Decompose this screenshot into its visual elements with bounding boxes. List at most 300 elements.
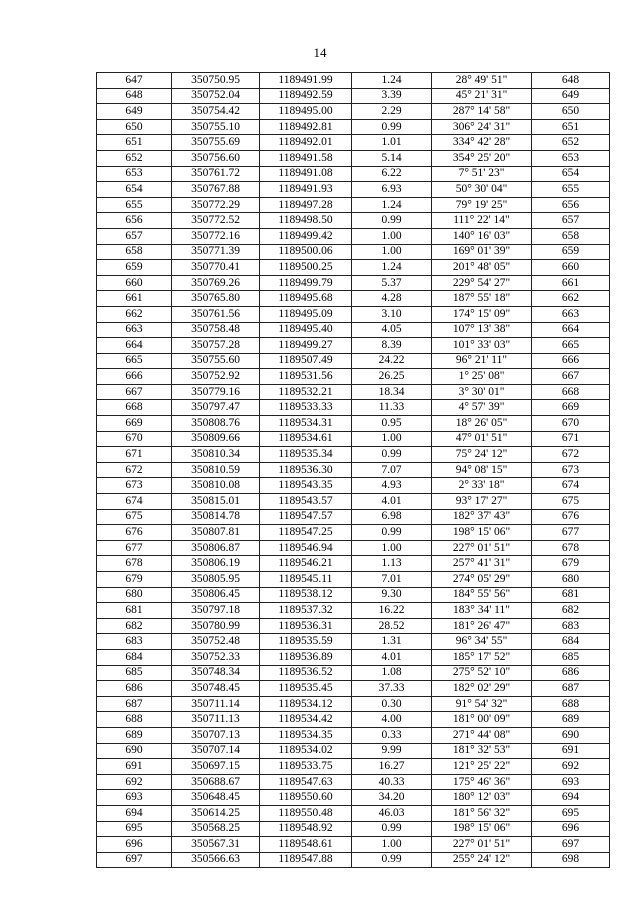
cell-point-to: 649 — [532, 88, 610, 104]
cell-coord-x: 350568.25 — [172, 821, 260, 837]
cell-point-from: 680 — [97, 587, 172, 603]
cell-point-to: 688 — [532, 696, 610, 712]
cell-coord-x: 350815.01 — [172, 494, 260, 510]
cell-point-from: 657 — [97, 228, 172, 244]
table-row — [97, 244, 610, 260]
cell-point-to: 677 — [532, 525, 610, 541]
cell-bearing: 182° 02' 29" — [432, 681, 532, 697]
cell-point-from: 667 — [97, 384, 172, 400]
table-row — [97, 837, 610, 853]
table-row — [97, 182, 610, 198]
cell-point-from: 668 — [97, 400, 172, 416]
cell-coord-x: 350809.66 — [172, 431, 260, 447]
table-row — [97, 494, 610, 510]
table-row — [97, 665, 610, 681]
table-row — [97, 712, 610, 728]
cell-coord-x: 350814.78 — [172, 509, 260, 525]
cell-coord-x: 350752.33 — [172, 649, 260, 665]
table-row — [97, 649, 610, 665]
table-row — [97, 821, 610, 837]
cell-coord-x: 350765.80 — [172, 291, 260, 307]
cell-point-to: 672 — [532, 447, 610, 463]
table-row — [97, 119, 610, 135]
table-row — [97, 696, 610, 712]
table-row — [97, 197, 610, 213]
cell-coord-x: 350614.25 — [172, 805, 260, 821]
cell-coord-x: 350807.81 — [172, 525, 260, 541]
cell-coord-y: 1189500.25 — [260, 260, 352, 276]
cell-point-from: 649 — [97, 104, 172, 120]
cell-distance: 1.31 — [352, 634, 432, 650]
coordinates-table — [96, 72, 610, 868]
cell-point-to: 665 — [532, 338, 610, 354]
cell-coord-y: 1189534.35 — [260, 727, 352, 743]
cell-bearing: 274° 05' 29" — [432, 572, 532, 588]
cell-coord-y: 1189550.48 — [260, 805, 352, 821]
cell-point-to: 652 — [532, 135, 610, 151]
cell-coord-x: 350770.41 — [172, 260, 260, 276]
table-row — [97, 447, 610, 463]
cell-coord-y: 1189534.61 — [260, 431, 352, 447]
cell-bearing: 271° 44' 08" — [432, 727, 532, 743]
cell-distance: 2.29 — [352, 104, 432, 120]
cell-point-to: 696 — [532, 821, 610, 837]
cell-distance: 1.13 — [352, 556, 432, 572]
cell-coord-x: 350755.69 — [172, 135, 260, 151]
cell-coord-x: 350779.16 — [172, 384, 260, 400]
table-row — [97, 805, 610, 821]
cell-coord-y: 1189499.79 — [260, 275, 352, 291]
cell-point-to: 669 — [532, 400, 610, 416]
cell-bearing: 174° 15' 09" — [432, 306, 532, 322]
cell-bearing: 45° 21' 31" — [432, 88, 532, 104]
cell-distance: 0.99 — [352, 852, 432, 868]
cell-point-to: 684 — [532, 634, 610, 650]
cell-point-to: 690 — [532, 727, 610, 743]
cell-bearing: 227° 01' 51" — [432, 540, 532, 556]
cell-point-to: 689 — [532, 712, 610, 728]
cell-coord-x: 350711.13 — [172, 712, 260, 728]
cell-distance: 7.07 — [352, 462, 432, 478]
cell-distance: 3.10 — [352, 306, 432, 322]
cell-bearing: 181° 32' 53" — [432, 743, 532, 759]
cell-coord-y: 1189538.12 — [260, 587, 352, 603]
cell-coord-y: 1189531.56 — [260, 369, 352, 385]
cell-coord-y: 1189536.89 — [260, 649, 352, 665]
cell-coord-y: 1189495.68 — [260, 291, 352, 307]
cell-point-to: 648 — [532, 73, 610, 89]
cell-point-from: 690 — [97, 743, 172, 759]
cell-coord-x: 350648.45 — [172, 790, 260, 806]
cell-distance: 0.99 — [352, 447, 432, 463]
cell-coord-y: 1189535.59 — [260, 634, 352, 650]
table-row — [97, 384, 610, 400]
cell-bearing: 4° 57' 39" — [432, 400, 532, 416]
cell-point-to: 666 — [532, 353, 610, 369]
cell-coord-y: 1189534.42 — [260, 712, 352, 728]
cell-point-from: 676 — [97, 525, 172, 541]
cell-bearing: 255° 24' 12" — [432, 852, 532, 868]
cell-point-to: 662 — [532, 291, 610, 307]
cell-point-to: 658 — [532, 228, 610, 244]
cell-coord-y: 1189491.93 — [260, 182, 352, 198]
cell-coord-x: 350761.56 — [172, 306, 260, 322]
table-row — [97, 852, 610, 868]
cell-point-from: 651 — [97, 135, 172, 151]
cell-point-from: 671 — [97, 447, 172, 463]
cell-point-to: 661 — [532, 275, 610, 291]
cell-coord-x: 350806.45 — [172, 587, 260, 603]
cell-bearing: 75° 24' 12" — [432, 447, 532, 463]
table-row — [97, 618, 610, 634]
cell-bearing: 79° 19' 25" — [432, 197, 532, 213]
cell-coord-y: 1189536.31 — [260, 618, 352, 634]
cell-distance: 3.39 — [352, 88, 432, 104]
cell-bearing: 275° 52' 10" — [432, 665, 532, 681]
cell-distance: 0.95 — [352, 416, 432, 432]
cell-coord-y: 1189536.30 — [260, 462, 352, 478]
cell-coord-y: 1189495.40 — [260, 322, 352, 338]
cell-point-to: 668 — [532, 384, 610, 400]
cell-point-to: 687 — [532, 681, 610, 697]
cell-coord-y: 1189492.01 — [260, 135, 352, 151]
cell-bearing: 257° 41' 31" — [432, 556, 532, 572]
table-body — [97, 73, 610, 868]
cell-distance: 11.33 — [352, 400, 432, 416]
cell-distance: 9.99 — [352, 743, 432, 759]
cell-coord-x: 350797.18 — [172, 603, 260, 619]
table-row — [97, 306, 610, 322]
table-row — [97, 587, 610, 603]
cell-point-from: 660 — [97, 275, 172, 291]
cell-bearing: 96° 21' 11" — [432, 353, 532, 369]
cell-coord-y: 1189537.32 — [260, 603, 352, 619]
cell-distance: 37.33 — [352, 681, 432, 697]
cell-point-from: 696 — [97, 837, 172, 853]
cell-coord-y: 1189543.35 — [260, 478, 352, 494]
cell-point-to: 692 — [532, 759, 610, 775]
cell-coord-y: 1189546.94 — [260, 540, 352, 556]
cell-coord-x: 350567.31 — [172, 837, 260, 853]
cell-point-to: 697 — [532, 837, 610, 853]
cell-distance: 7.01 — [352, 572, 432, 588]
cell-coord-x: 350756.60 — [172, 150, 260, 166]
cell-bearing: 198° 15' 06" — [432, 525, 532, 541]
cell-coord-x: 350755.60 — [172, 353, 260, 369]
table-row — [97, 416, 610, 432]
cell-coord-y: 1189547.88 — [260, 852, 352, 868]
cell-bearing: 111° 22' 14" — [432, 213, 532, 229]
cell-point-from: 683 — [97, 634, 172, 650]
cell-coord-x: 350755.10 — [172, 119, 260, 135]
cell-point-from: 682 — [97, 618, 172, 634]
cell-point-to: 685 — [532, 649, 610, 665]
cell-coord-y: 1189547.63 — [260, 774, 352, 790]
cell-coord-x: 350711.14 — [172, 696, 260, 712]
cell-bearing: 3° 30' 01" — [432, 384, 532, 400]
cell-point-to: 651 — [532, 119, 610, 135]
cell-bearing: 182° 37' 43" — [432, 509, 532, 525]
cell-point-to: 693 — [532, 774, 610, 790]
cell-bearing: 181° 26' 47" — [432, 618, 532, 634]
cell-point-from: 686 — [97, 681, 172, 697]
cell-coord-x: 350752.04 — [172, 88, 260, 104]
table-row — [97, 509, 610, 525]
cell-bearing: 101° 33' 03" — [432, 338, 532, 354]
cell-point-to: 681 — [532, 587, 610, 603]
cell-coord-x: 350780.99 — [172, 618, 260, 634]
cell-point-to: 678 — [532, 540, 610, 556]
cell-coord-y: 1189491.99 — [260, 73, 352, 89]
cell-distance: 0.33 — [352, 727, 432, 743]
cell-bearing: 7° 51' 23" — [432, 166, 532, 182]
cell-point-from: 665 — [97, 353, 172, 369]
cell-bearing: 229° 54' 27" — [432, 275, 532, 291]
cell-point-from: 666 — [97, 369, 172, 385]
cell-point-from: 670 — [97, 431, 172, 447]
cell-coord-x: 350767.88 — [172, 182, 260, 198]
cell-distance: 1.00 — [352, 540, 432, 556]
table-row — [97, 291, 610, 307]
table-row — [97, 759, 610, 775]
table-row — [97, 540, 610, 556]
cell-point-from: 659 — [97, 260, 172, 276]
cell-distance: 1.00 — [352, 431, 432, 447]
cell-point-from: 648 — [97, 88, 172, 104]
cell-point-from: 691 — [97, 759, 172, 775]
cell-distance: 1.08 — [352, 665, 432, 681]
cell-coord-x: 350772.29 — [172, 197, 260, 213]
cell-coord-y: 1189495.00 — [260, 104, 352, 120]
cell-point-to: 663 — [532, 306, 610, 322]
table-row — [97, 322, 610, 338]
cell-bearing: 184° 55' 56" — [432, 587, 532, 603]
cell-point-to: 698 — [532, 852, 610, 868]
cell-bearing: 107° 13' 38" — [432, 322, 532, 338]
table-row — [97, 743, 610, 759]
cell-coord-x: 350748.34 — [172, 665, 260, 681]
cell-coord-x: 350772.52 — [172, 213, 260, 229]
cell-coord-x: 350758.48 — [172, 322, 260, 338]
cell-bearing: 28° 49' 51" — [432, 73, 532, 89]
cell-coord-x: 350752.92 — [172, 369, 260, 385]
cell-bearing: 183° 34' 11" — [432, 603, 532, 619]
cell-point-to: 650 — [532, 104, 610, 120]
cell-coord-y: 1189548.92 — [260, 821, 352, 837]
cell-coord-y: 1189491.08 — [260, 166, 352, 182]
cell-coord-y: 1189535.45 — [260, 681, 352, 697]
cell-point-to: 691 — [532, 743, 610, 759]
table-row — [97, 774, 610, 790]
table-row — [97, 135, 610, 151]
cell-coord-x: 350707.14 — [172, 743, 260, 759]
cell-bearing: 227° 01' 51" — [432, 837, 532, 853]
cell-bearing: 306° 24' 31" — [432, 119, 532, 135]
cell-point-to: 679 — [532, 556, 610, 572]
table-row — [97, 790, 610, 806]
cell-bearing: 169° 01' 39" — [432, 244, 532, 260]
cell-point-from: 669 — [97, 416, 172, 432]
cell-bearing: 198° 15' 06" — [432, 821, 532, 837]
cell-coord-y: 1189497.28 — [260, 197, 352, 213]
cell-bearing: 91° 54' 32" — [432, 696, 532, 712]
cell-point-to: 676 — [532, 509, 610, 525]
cell-point-from: 693 — [97, 790, 172, 806]
cell-point-from: 692 — [97, 774, 172, 790]
cell-distance: 0.99 — [352, 525, 432, 541]
cell-distance: 9.30 — [352, 587, 432, 603]
cell-coord-x: 350769.26 — [172, 275, 260, 291]
cell-coord-x: 350805.95 — [172, 572, 260, 588]
cell-point-to: 656 — [532, 197, 610, 213]
cell-distance: 40.33 — [352, 774, 432, 790]
table-row — [97, 213, 610, 229]
table-row — [97, 166, 610, 182]
cell-coord-x: 350810.59 — [172, 462, 260, 478]
cell-coord-x: 350566.63 — [172, 852, 260, 868]
table-row — [97, 603, 610, 619]
cell-distance: 0.99 — [352, 213, 432, 229]
cell-coord-x: 350748.45 — [172, 681, 260, 697]
table-row — [97, 369, 610, 385]
cell-distance: 0.30 — [352, 696, 432, 712]
cell-coord-y: 1189492.59 — [260, 88, 352, 104]
cell-distance: 28.52 — [352, 618, 432, 634]
cell-coord-x: 350754.42 — [172, 104, 260, 120]
cell-distance: 5.37 — [352, 275, 432, 291]
cell-point-to: 686 — [532, 665, 610, 681]
cell-coord-y: 1189495.09 — [260, 306, 352, 322]
cell-coord-x: 350810.08 — [172, 478, 260, 494]
cell-point-to: 695 — [532, 805, 610, 821]
cell-coord-x: 350688.67 — [172, 774, 260, 790]
table-row — [97, 353, 610, 369]
cell-bearing: 201° 48' 05" — [432, 260, 532, 276]
cell-point-from: 652 — [97, 150, 172, 166]
cell-point-to: 674 — [532, 478, 610, 494]
table-row — [97, 727, 610, 743]
cell-coord-x: 350761.72 — [172, 166, 260, 182]
cell-point-from: 684 — [97, 649, 172, 665]
cell-coord-y: 1189547.57 — [260, 509, 352, 525]
cell-point-from: 650 — [97, 119, 172, 135]
cell-point-to: 682 — [532, 603, 610, 619]
cell-point-from: 687 — [97, 696, 172, 712]
cell-bearing: 185° 17' 52" — [432, 649, 532, 665]
table-row — [97, 556, 610, 572]
cell-coord-y: 1189546.21 — [260, 556, 352, 572]
cell-point-from: 672 — [97, 462, 172, 478]
cell-bearing: 96° 34' 55" — [432, 634, 532, 650]
table-row — [97, 681, 610, 697]
cell-point-from: 663 — [97, 322, 172, 338]
cell-point-from: 695 — [97, 821, 172, 837]
cell-distance: 8.39 — [352, 338, 432, 354]
cell-point-to: 667 — [532, 369, 610, 385]
cell-distance: 0.99 — [352, 821, 432, 837]
cell-point-from: 697 — [97, 852, 172, 868]
cell-coord-y: 1189550.60 — [260, 790, 352, 806]
cell-bearing: 181° 00' 09" — [432, 712, 532, 728]
cell-coord-x: 350806.19 — [172, 556, 260, 572]
table-row — [97, 634, 610, 650]
cell-coord-y: 1189533.75 — [260, 759, 352, 775]
cell-point-from: 681 — [97, 603, 172, 619]
cell-point-to: 653 — [532, 150, 610, 166]
cell-coord-y: 1189533.33 — [260, 400, 352, 416]
table-row — [97, 260, 610, 276]
cell-point-from: 653 — [97, 166, 172, 182]
cell-coord-y: 1189545.11 — [260, 572, 352, 588]
cell-point-from: 673 — [97, 478, 172, 494]
cell-point-to: 654 — [532, 166, 610, 182]
cell-distance: 5.14 — [352, 150, 432, 166]
cell-bearing: 121° 25' 22" — [432, 759, 532, 775]
cell-coord-x: 350752.48 — [172, 634, 260, 650]
cell-point-to: 671 — [532, 431, 610, 447]
table-row — [97, 462, 610, 478]
cell-point-to: 664 — [532, 322, 610, 338]
cell-bearing: 140° 16' 03" — [432, 228, 532, 244]
cell-distance: 1.00 — [352, 228, 432, 244]
cell-coord-y: 1189536.52 — [260, 665, 352, 681]
cell-coord-y: 1189492.81 — [260, 119, 352, 135]
table-row — [97, 104, 610, 120]
table-row — [97, 88, 610, 104]
cell-point-from: 678 — [97, 556, 172, 572]
cell-coord-y: 1189547.25 — [260, 525, 352, 541]
cell-bearing: 50° 30' 04" — [432, 182, 532, 198]
table-row — [97, 525, 610, 541]
cell-distance: 1.24 — [352, 73, 432, 89]
cell-distance: 4.01 — [352, 649, 432, 665]
cell-distance: 1.00 — [352, 244, 432, 260]
cell-distance: 6.22 — [352, 166, 432, 182]
cell-bearing: 287° 14' 58" — [432, 104, 532, 120]
cell-bearing: 354° 25' 20" — [432, 150, 532, 166]
cell-bearing: 181° 56' 32" — [432, 805, 532, 821]
cell-coord-x: 350797.47 — [172, 400, 260, 416]
cell-point-from: 661 — [97, 291, 172, 307]
cell-distance: 6.98 — [352, 509, 432, 525]
cell-point-to: 675 — [532, 494, 610, 510]
table-row — [97, 275, 610, 291]
cell-coord-y: 1189534.02 — [260, 743, 352, 759]
cell-bearing: 175° 46' 36" — [432, 774, 532, 790]
cell-point-to: 657 — [532, 213, 610, 229]
cell-distance: 6.93 — [352, 182, 432, 198]
table-row — [97, 478, 610, 494]
cell-distance: 4.01 — [352, 494, 432, 510]
cell-coord-y: 1189534.12 — [260, 696, 352, 712]
cell-coord-x: 350757.28 — [172, 338, 260, 354]
cell-coord-y: 1189491.58 — [260, 150, 352, 166]
cell-bearing: 334° 42' 28" — [432, 135, 532, 151]
table-row — [97, 338, 610, 354]
cell-point-to: 694 — [532, 790, 610, 806]
cell-distance: 4.93 — [352, 478, 432, 494]
cell-distance: 4.00 — [352, 712, 432, 728]
cell-point-from: 675 — [97, 509, 172, 525]
cell-point-from: 654 — [97, 182, 172, 198]
cell-coord-x: 350771.39 — [172, 244, 260, 260]
table-row — [97, 150, 610, 166]
cell-coord-x: 350697.15 — [172, 759, 260, 775]
cell-distance: 4.05 — [352, 322, 432, 338]
cell-bearing: 94° 08' 15" — [432, 462, 532, 478]
cell-distance: 18.34 — [352, 384, 432, 400]
cell-point-to: 660 — [532, 260, 610, 276]
